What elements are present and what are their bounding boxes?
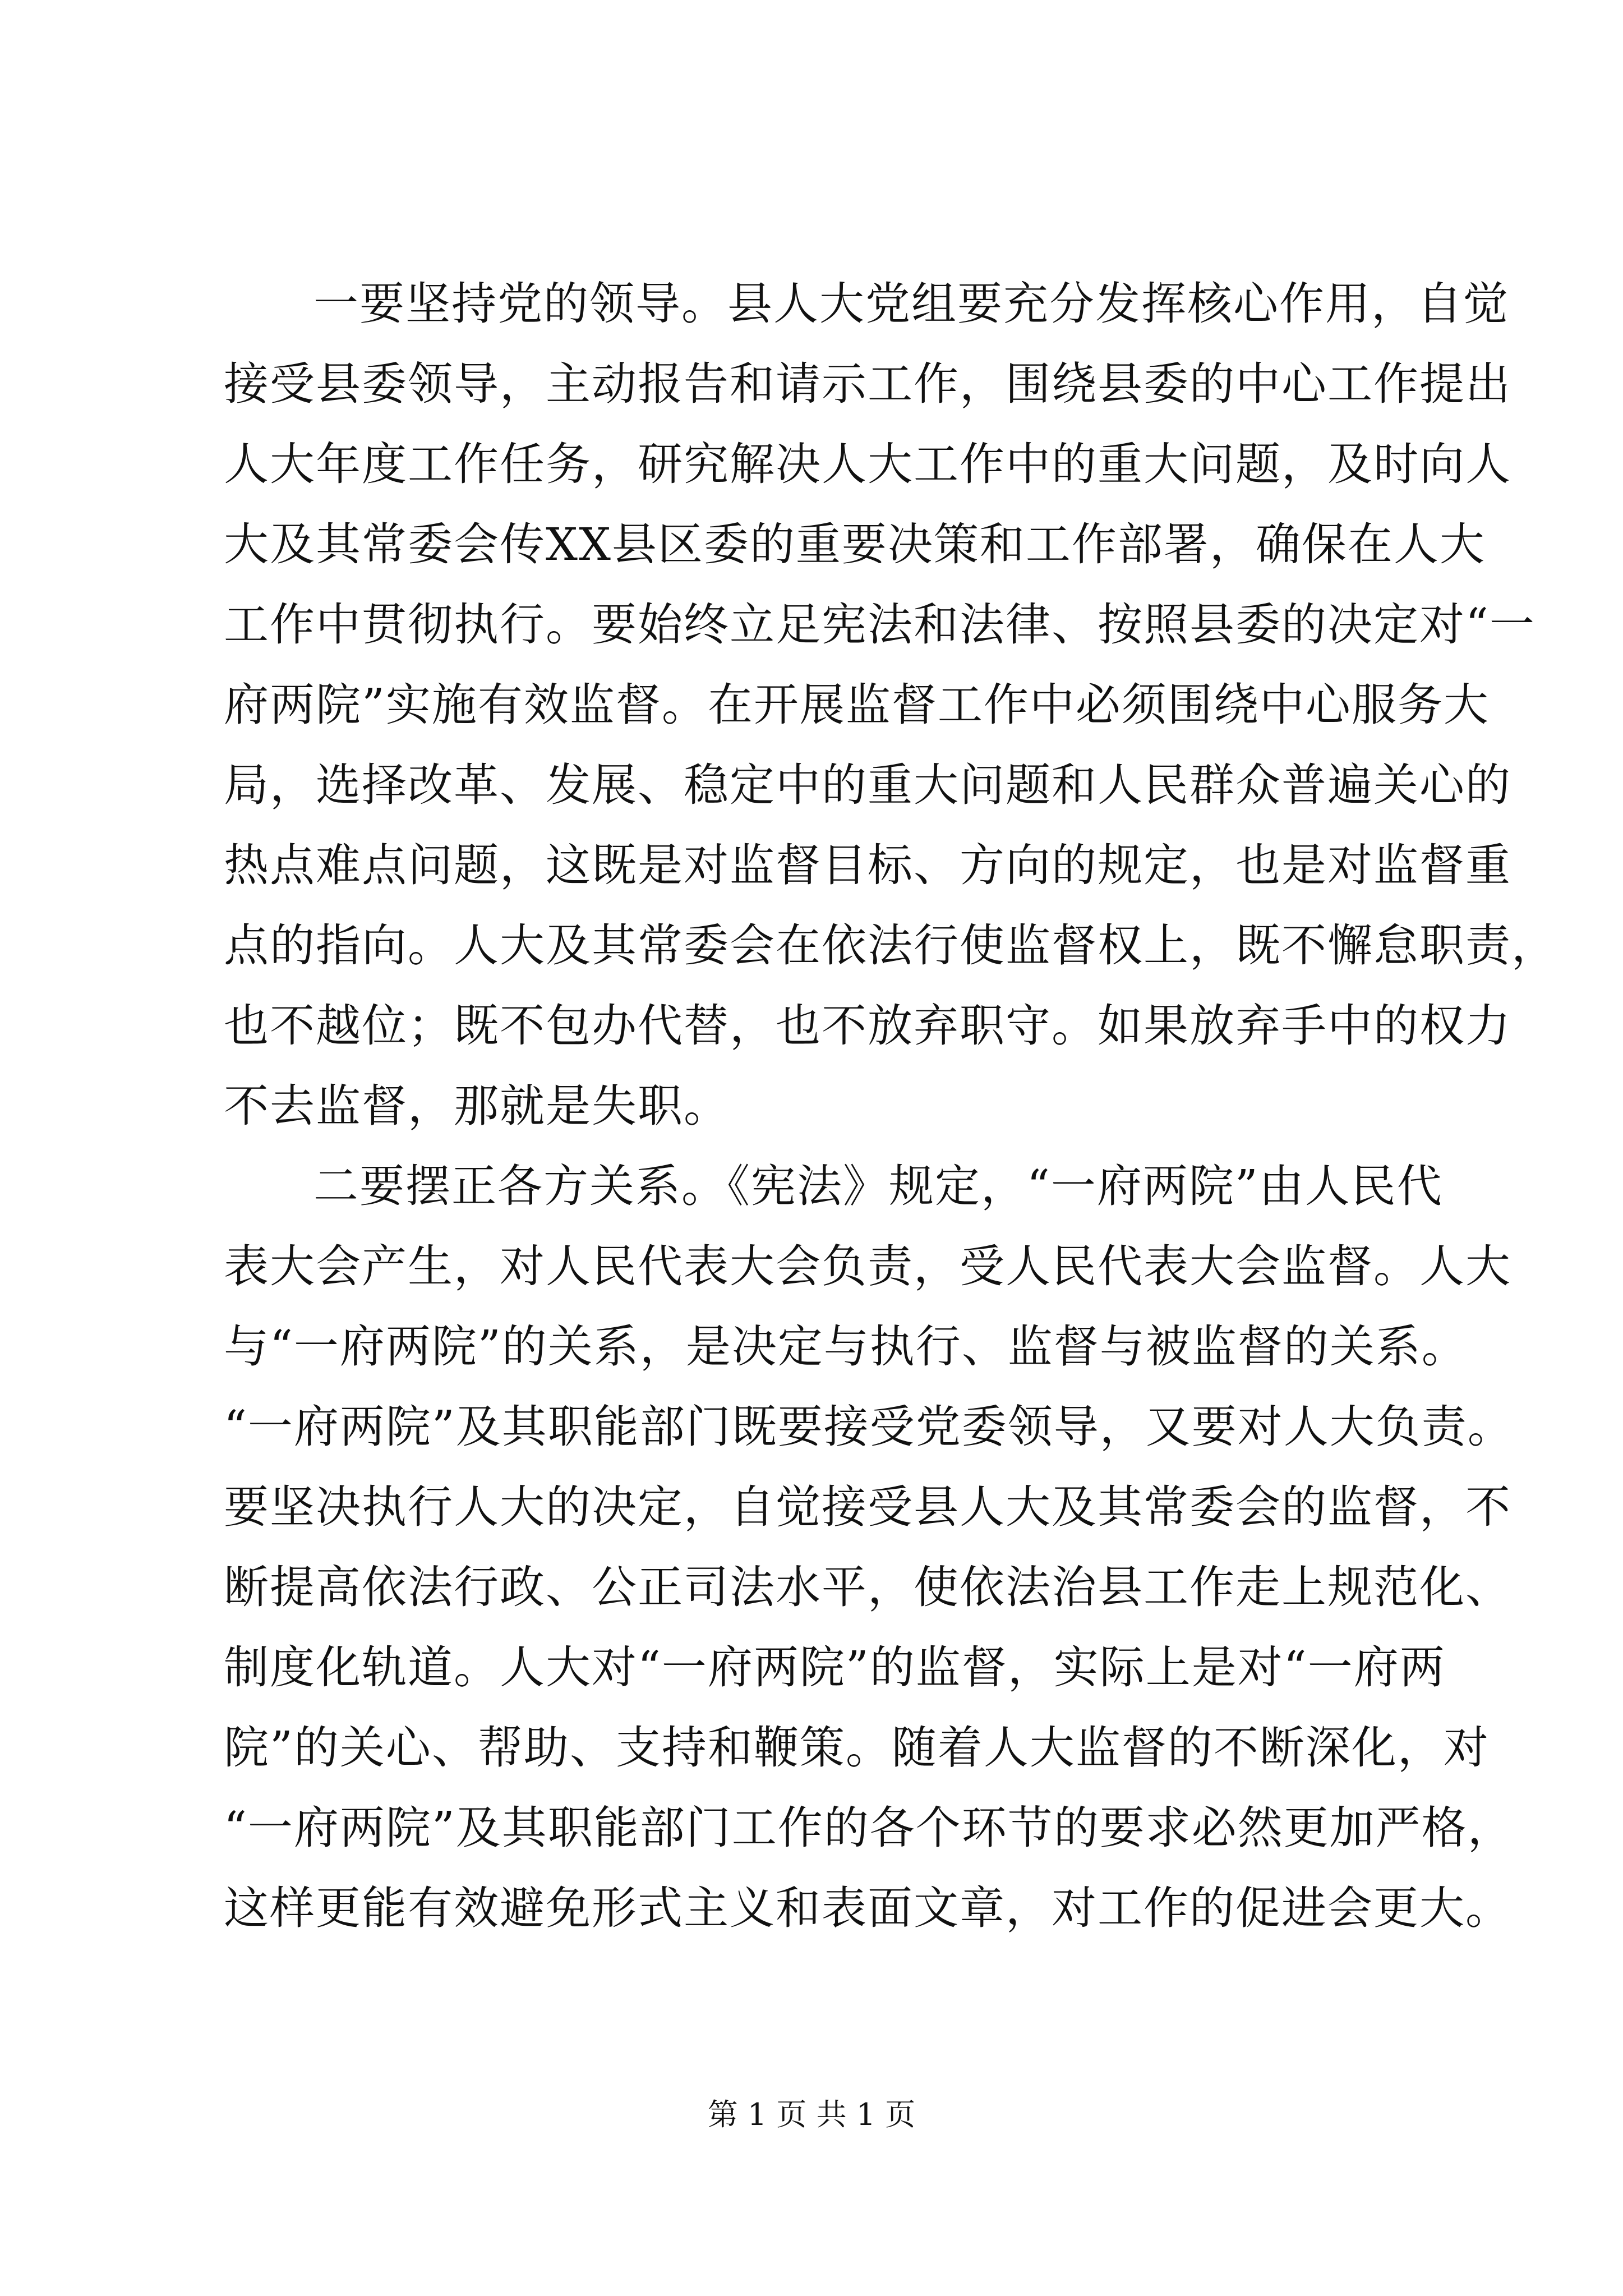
text-line: 也不越位；既不包办代替，也不放弃职守。如果放弃手中的权力	[224, 1000, 1511, 1052]
text-line: 表大会产生，对人民代表大会负责，受人民代表大会监督。人大	[224, 1240, 1511, 1292]
text-line: 制度化轨道。人大对“一府两院”的监督，实际上是对“一府两	[224, 1641, 1446, 1694]
page-number-label: 第 1 页 共 1 页	[707, 2097, 916, 2132]
text-line: 与“一府两院”的关系，是决定与执行、监督与被监督的关系。	[224, 1320, 1468, 1373]
text-line: “一府两院”及其职能部门工作的各个环节的要求必然更加严格，	[224, 1802, 1514, 1854]
text-line: 工作中贯彻执行。要始终立足宪法和法律、按照县委的决定对“一	[224, 599, 1536, 651]
text-line: 点的指向。人大及其常委会在依法行使监督权上，既不懈怠职责，	[224, 919, 1557, 972]
text-line: 不去监督，那就是失职。	[224, 1080, 730, 1132]
text-line: 二要摆正各方关系。《宪法》规定，“一府两院”由人民代	[313, 1160, 1443, 1212]
text-line: “一府两院”及其职能部门既要接受党委领导，又要对人大负责。	[224, 1401, 1514, 1453]
text-line: 这样更能有效避免形式主义和表面文章，对工作的促进会更大。	[224, 1882, 1511, 1934]
text-line: 接受县委领导，主动报告和请示工作，围绕县委的中心工作提出	[224, 358, 1511, 410]
page-footer	[0, 2095, 1623, 2134]
text-line: 要坚决执行人大的决定，自觉接受县人大及其常委会的监督，不	[224, 1481, 1511, 1533]
text-line: 热点难点问题，这既是对监督目标、方向的规定，也是对监督重	[224, 839, 1511, 891]
paragraph-2	[224, 1146, 1514, 1948]
document-body	[224, 264, 1557, 1948]
text-line: 大及其常委会传XX县区委的重要决策和工作部署，确保在人大	[224, 518, 1486, 570]
text-line: 府两院”实施有效监督。在开展监督工作中必须围绕中心服务大	[224, 679, 1490, 731]
text-line: 断提高依法行政、公正司法水平，使依法治县工作走上规范化、	[224, 1561, 1511, 1613]
text-line: 人大年度工作任务，研究解决人大工作中的重大问题，及时向人	[224, 438, 1511, 490]
text-line: 院”的关心、帮助、支持和鞭策。随着人大监督的不断深化，对	[224, 1722, 1490, 1774]
paragraph-1	[224, 264, 1557, 1146]
text-line: 局，选择改革、发展、稳定中的重大问题和人民群众普遍关心的	[224, 759, 1511, 811]
text-line: 一要坚持党的领导。县人大党组要充分发挥核心作用，自觉	[313, 278, 1509, 330]
